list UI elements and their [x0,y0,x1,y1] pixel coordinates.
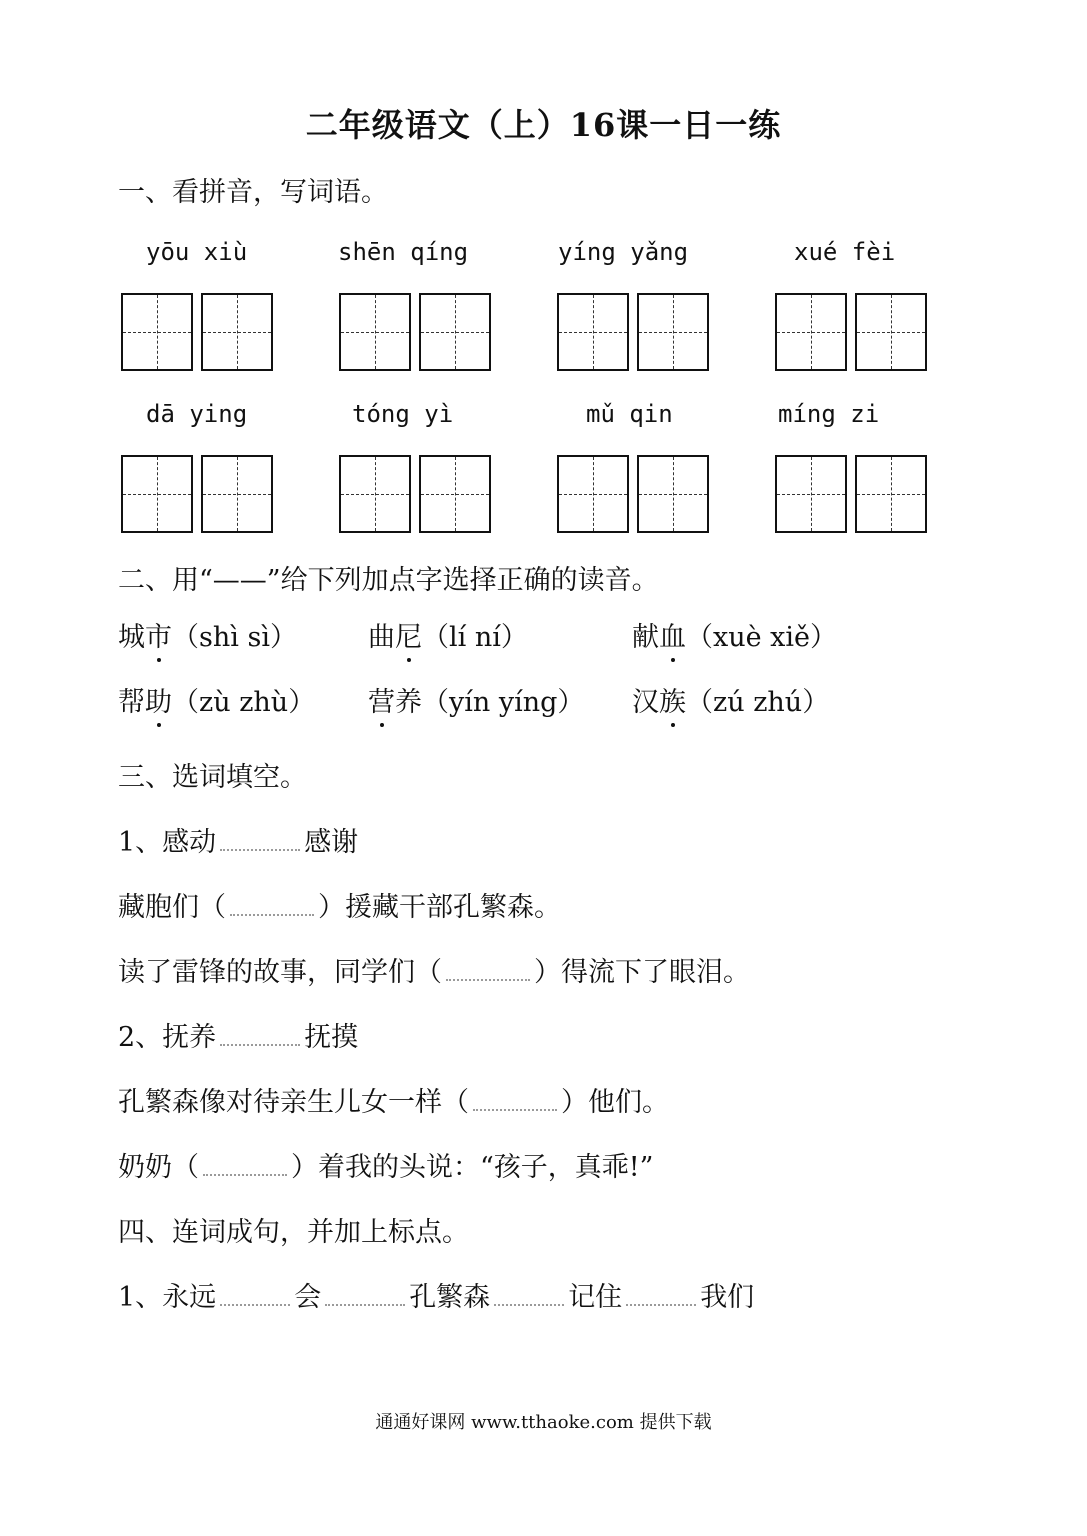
pinyin-2: shēn qíng [338,238,469,266]
word: 我们 [700,1282,755,1313]
blank[interactable] [230,914,314,916]
writing-cell[interactable] [637,293,709,371]
pinyin-1: yōu xiù [146,238,248,266]
blank[interactable] [473,1109,557,1111]
writing-cell[interactable] [775,455,847,533]
q1-sentence-2: 读了雷锋的故事，同学们（ ）得流下了眼泪。 [118,957,750,988]
dotted-char: 尼 [395,615,422,654]
dotted-char: 市 [145,615,172,654]
q1-word-choice: 1、感动 感谢 [118,827,359,858]
writing-box-pair[interactable] [121,455,275,535]
writing-cell[interactable] [201,455,273,533]
dotted-char: 助 [145,680,172,719]
pinyin-8: míng zi [778,400,880,428]
dotted-char: 血 [659,615,686,654]
page-title: 二年级语文（上）16课一日一练 [305,106,782,144]
writing-box-pair[interactable] [339,293,493,373]
reading-item: 曲尼（lí ní） [368,615,528,654]
pinyin-6: tóng yì [352,400,454,428]
writing-cell[interactable] [557,293,629,371]
writing-box-pair[interactable] [339,455,493,535]
writing-box-pair[interactable] [775,293,929,373]
pinyin-3: yíng yǎng [558,238,689,266]
blank[interactable] [446,979,530,981]
writing-box-pair[interactable] [121,293,275,373]
writing-cell[interactable] [201,293,273,371]
writing-cell[interactable] [419,455,491,533]
pinyin-7: mǔ qin [586,400,673,428]
writing-cell[interactable] [557,455,629,533]
word-order-q1: 1、永远 会 孔繁森 记住 我们 [118,1282,755,1313]
writing-cell[interactable] [121,455,193,533]
q2-word-choice: 2、抚养 抚摸 [118,1022,359,1053]
q2-sentence-1: 孔繁森像对待亲生儿女一样（ ）他们。 [118,1087,669,1118]
writing-cell[interactable] [855,455,927,533]
dotted-char: 族 [659,680,686,719]
writing-cell[interactable] [855,293,927,371]
writing-cell[interactable] [637,455,709,533]
word: 会 [294,1282,322,1313]
section3-heading: 三、选词填空。 [118,762,307,793]
section1-heading: 一、看拼音，写词语。 [118,177,388,208]
writing-cell[interactable] [419,293,491,371]
writing-box-pair[interactable] [557,455,711,535]
word: 孔繁森 [409,1282,491,1313]
section2-heading: 二、用“——”给下列加点字选择正确的读音。 [118,565,659,596]
footer: 通通好课网 www.tthaoke.com 提供下载 [375,1412,712,1433]
writing-box-pair[interactable] [557,293,711,373]
pinyin-5: dā ying [146,400,248,428]
dotted-char: 营 [368,680,395,719]
word: 记住 [568,1282,623,1313]
reading-item: 汉族（zú zhú） [632,680,829,719]
section4-heading: 四、连词成句，并加上标点。 [118,1217,469,1248]
writing-cell[interactable] [121,293,193,371]
writing-box-pair[interactable] [775,455,929,535]
reading-item: 帮助（zù zhù） [118,680,315,719]
writing-cell[interactable] [339,455,411,533]
writing-cell[interactable] [775,293,847,371]
q2-sentence-2: 奶奶（ ）着我的头说：“孩子，真乖!” [118,1152,654,1183]
blank[interactable] [203,1174,287,1176]
writing-cell[interactable] [339,293,411,371]
pinyin-4: xué fèi [794,238,896,266]
reading-item: 城市（shì sì） [118,615,297,654]
reading-item: 营养（yín yíng） [368,680,584,719]
reading-item: 献血（xuè xiě） [632,615,837,654]
q1-sentence-1: 藏胞们（ ）援藏干部孔繁森。 [118,892,561,923]
